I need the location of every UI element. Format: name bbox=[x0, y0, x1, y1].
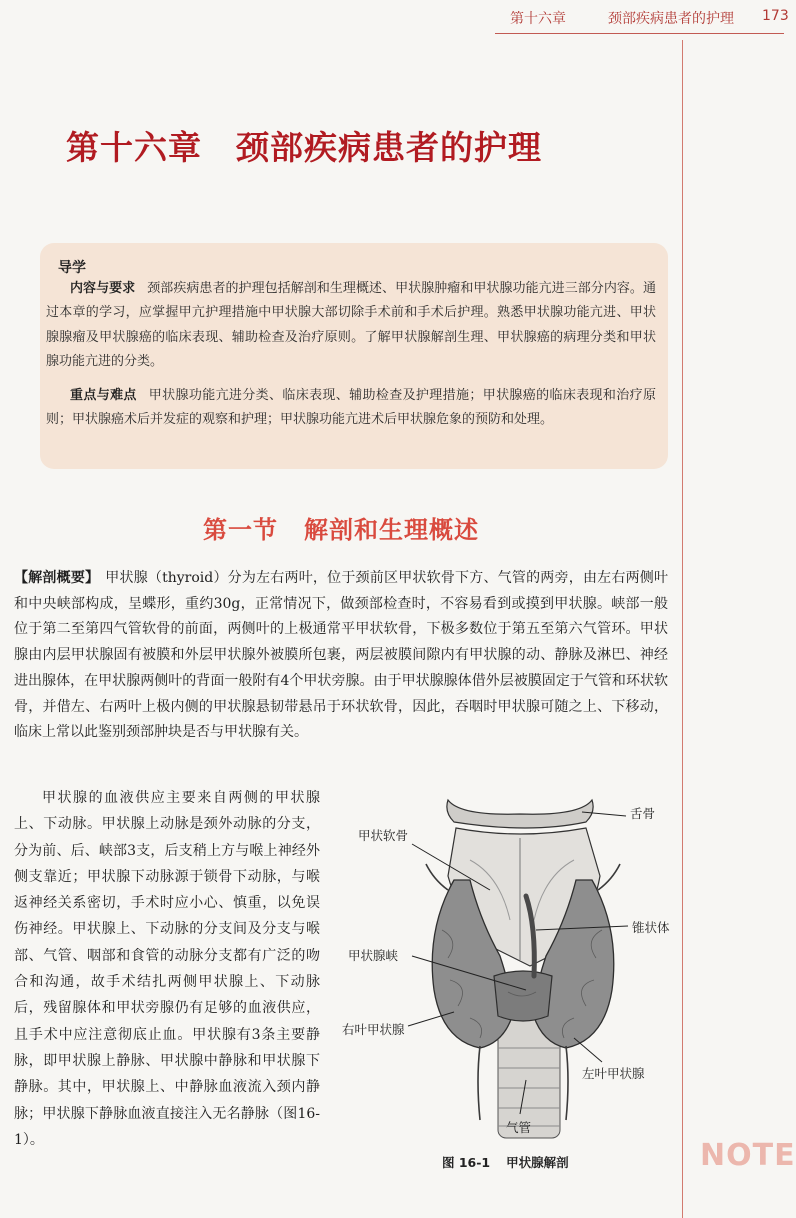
running-header bbox=[0, 0, 789, 36]
header-chapter: 第十六章 bbox=[510, 11, 566, 27]
guide-key-text: 甲状腺功能亢进分类、临床表现、辅助检查及护理措施；甲状腺癌的临床表现和治疗原则；甲状腺癌术后并发症的观察和护理；甲状腺功能亢进术后甲状腺危象的预防和处理。 bbox=[46, 388, 656, 428]
label-trachea: 气管 bbox=[506, 1120, 532, 1135]
guide-content-text: 颈部疾病患者的护理包括解剖和生理概述、甲状腺肿瘤和甲状腺功能亢进三部分内容。通过本章的学习，应掌握甲亢护理措施中甲状腺大部切除手术前和手术后护理。熟悉甲状腺功能亢进、甲状腺腺瘤及甲状腺癌的临床表现、辅助检查及治疗原则。了解甲状腺解剖生理、甲状腺癌的病理分类和甲状腺功能亢进的分类。 bbox=[46, 281, 656, 369]
section-title bbox=[0, 510, 682, 545]
page-number: 173 bbox=[762, 8, 789, 24]
figure-caption bbox=[442, 1153, 569, 1171]
margin-rule bbox=[682, 40, 683, 1218]
anatomy-text: 甲状腺（thyroid）分为左右两叶，位于颈前区甲状软骨下方、气管的两旁，由左右两侧叶和中央峡部构成，呈蝶形，重约30g，正常情况下，做颈部检查时，不容易看到或摸到甲状腺。峡部一般位于第二至第四气管软骨的前面，两侧叶的上极通常平甲状软骨，下极多数位于第五至第六气管环。甲状腺由内层甲状腺固有被膜和外层甲状腺外被膜所包裹，两层被膜间隙内有甲状腺的动、静脉及淋巴、神经进出腺体，在甲状腺两侧叶的背面一般附有4个甲状旁腺。由于甲状腺腺体借外层被膜固定于气管和环状软骨，并借左、右两叶上极内侧的甲状腺悬韧带悬吊于环状软骨，因此，吞咽时甲状腺可随之上、下移动，临床上常以此鉴别颈部肿块是否与甲状腺有关。 bbox=[14, 570, 668, 741]
guide-heading: 导学 bbox=[58, 260, 86, 276]
blood-supply-paragraph: 甲状腺的血液供应主要来自两侧的甲状腺上、下动脉。甲状腺上动脉是颈外动脉的分支，分为前、后、峡部3支，后支稍上方与喉上神经外侧支靠近；甲状腺下动脉源于锁骨下动脉，与喉返神经关系密切，手术时应小心、慎重，以免误伤神经。甲状腺上、下动脉的分支间及分支与喉部、气管、咽部和食管的动脉分支都有广泛的吻合和沟通，故手术结扎两侧甲状腺上、下动脉后，残留腺体和甲状旁腺仍有足够的血液供应，且手术中应注意彻底止血。甲状腺有3条主要静脉，即甲状腺上静脉、甲状腺中静脉和甲状腺下静脉。其中，甲状腺上、中静脉血液流入颈内静脉；甲状腺下静脉血液直接注入无名静脉（图16-1）。 bbox=[14, 790, 320, 1148]
chapter-number: 第十六章 bbox=[66, 128, 202, 167]
anatomy-paragraph bbox=[14, 566, 668, 746]
label-hyoid: 舌骨 bbox=[630, 806, 656, 821]
label-isthmus: 甲状腺峡 bbox=[348, 948, 399, 963]
study-guide-box bbox=[40, 243, 668, 469]
figure-caption-number: 图 16-1 bbox=[442, 1155, 491, 1170]
guide-content-label: 内容与要求 bbox=[70, 281, 136, 296]
label-left-lobe: 左叶甲状腺 bbox=[582, 1066, 645, 1081]
note-badge: NOTE bbox=[700, 1138, 796, 1173]
anatomy-label: 【解剖概要】 bbox=[14, 570, 100, 586]
section-title-text: 解剖和生理概述 bbox=[304, 516, 479, 544]
header-title: 颈部疾病患者的护理 bbox=[608, 11, 734, 27]
thyroid-anatomy-figure bbox=[330, 780, 682, 1180]
label-thyroid-cartilage: 甲状软骨 bbox=[358, 828, 409, 843]
guide-key-label: 重点与难点 bbox=[70, 388, 137, 403]
section-number: 第一节 bbox=[203, 516, 278, 544]
guide-key-paragraph bbox=[46, 384, 656, 433]
label-pyramidal-lobe: 锥状体 bbox=[632, 920, 670, 935]
guide-content-paragraph bbox=[46, 277, 656, 374]
header-rule bbox=[495, 33, 784, 34]
chapter-title bbox=[66, 122, 542, 169]
label-right-lobe: 右叶甲状腺 bbox=[342, 1022, 405, 1037]
figure-caption-text: 甲状腺解剖 bbox=[506, 1155, 569, 1170]
chapter-title-text: 颈部疾病患者的护理 bbox=[236, 128, 542, 167]
